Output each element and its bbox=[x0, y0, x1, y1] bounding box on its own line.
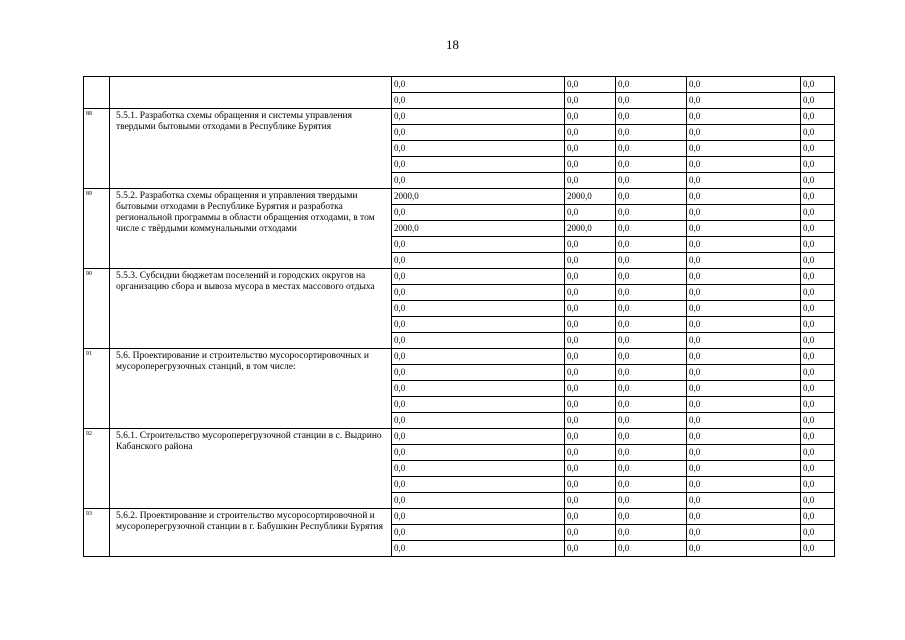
value-cell: 0,0 bbox=[687, 429, 801, 445]
value-cell: 0,0 bbox=[392, 253, 565, 269]
value-cell: 0,0 bbox=[616, 301, 687, 317]
value-cell: 0,0 bbox=[801, 269, 835, 285]
activity-description: 5.6.2. Проектирование и строительство мусоросортировочной и мусороперегрузочной станции в г. Бабушкин Республики Бурятия bbox=[110, 509, 392, 557]
value-cell: 0,0 bbox=[801, 349, 835, 365]
value-cell: 0,0 bbox=[616, 269, 687, 285]
value-cell: 0,0 bbox=[687, 93, 801, 109]
value-cell: 0,0 bbox=[801, 221, 835, 237]
value-cell: 0,0 bbox=[616, 125, 687, 141]
value-cell: 0,0 bbox=[565, 493, 616, 509]
value-cell: 0,0 bbox=[687, 205, 801, 221]
value-cell: 0,0 bbox=[392, 285, 565, 301]
value-cell: 0,0 bbox=[392, 461, 565, 477]
table-row bbox=[84, 269, 835, 285]
table-row bbox=[84, 509, 835, 525]
value-cell: 0,0 bbox=[565, 125, 616, 141]
value-cell: 0,0 bbox=[801, 445, 835, 461]
value-cell: 0,0 bbox=[801, 317, 835, 333]
value-cell: 0,0 bbox=[392, 317, 565, 333]
value-cell: 0,0 bbox=[392, 445, 565, 461]
value-cell: 0,0 bbox=[801, 301, 835, 317]
value-cell: 0,0 bbox=[801, 397, 835, 413]
value-cell: 0,0 bbox=[616, 77, 687, 93]
value-cell: 0,0 bbox=[801, 365, 835, 381]
value-cell: 0,0 bbox=[392, 157, 565, 173]
value-cell: 0,0 bbox=[565, 269, 616, 285]
value-cell: 0,0 bbox=[392, 125, 565, 141]
value-cell: 0,0 bbox=[565, 381, 616, 397]
value-cell: 0,0 bbox=[565, 253, 616, 269]
value-cell: 0,0 bbox=[687, 237, 801, 253]
value-cell: 0,0 bbox=[616, 189, 687, 205]
value-cell: 0,0 bbox=[801, 525, 835, 541]
value-cell: 0,0 bbox=[687, 317, 801, 333]
value-cell: 0,0 bbox=[687, 77, 801, 93]
value-cell: 0,0 bbox=[801, 333, 835, 349]
value-cell: 0,0 bbox=[687, 221, 801, 237]
value-cell: 0,0 bbox=[687, 253, 801, 269]
value-cell: 0,0 bbox=[565, 429, 616, 445]
row-number: 88 bbox=[84, 109, 110, 189]
value-cell: 0,0 bbox=[392, 541, 565, 557]
table-row bbox=[84, 77, 835, 93]
value-cell: 0,0 bbox=[616, 285, 687, 301]
value-cell: 0,0 bbox=[616, 141, 687, 157]
value-cell: 0,0 bbox=[565, 77, 616, 93]
activity-description: 5.5.3. Субсидии бюджетам поселений и городских округов на организацию сбора и вывоза мусора в местах массового отдыха bbox=[110, 269, 392, 349]
value-cell: 0,0 bbox=[392, 301, 565, 317]
value-cell: 0,0 bbox=[801, 429, 835, 445]
value-cell: 0,0 bbox=[565, 237, 616, 253]
value-cell: 0,0 bbox=[801, 477, 835, 493]
value-cell: 0,0 bbox=[687, 301, 801, 317]
value-cell: 2000,0 bbox=[392, 189, 565, 205]
activity-description: 5.5.1. Разработка схемы обращения и системы управления твердыми бытовыми отходами в Республике Бурятия bbox=[110, 109, 392, 189]
value-cell: 0,0 bbox=[687, 189, 801, 205]
value-cell: 0,0 bbox=[392, 525, 565, 541]
value-cell: 0,0 bbox=[565, 413, 616, 429]
value-cell: 0,0 bbox=[616, 525, 687, 541]
row-number bbox=[84, 77, 110, 109]
row-number: 93 bbox=[84, 509, 110, 557]
value-cell: 0,0 bbox=[392, 141, 565, 157]
value-cell: 0,0 bbox=[616, 509, 687, 525]
value-cell: 0,0 bbox=[801, 253, 835, 269]
value-cell: 0,0 bbox=[392, 205, 565, 221]
table-row bbox=[84, 189, 835, 205]
value-cell: 0,0 bbox=[565, 301, 616, 317]
value-cell: 0,0 bbox=[616, 157, 687, 173]
value-cell: 0,0 bbox=[687, 477, 801, 493]
value-cell: 0,0 bbox=[687, 461, 801, 477]
value-cell: 0,0 bbox=[616, 205, 687, 221]
value-cell: 0,0 bbox=[687, 333, 801, 349]
value-cell: 0,0 bbox=[392, 477, 565, 493]
value-cell: 0,0 bbox=[801, 189, 835, 205]
value-cell: 0,0 bbox=[616, 109, 687, 125]
value-cell: 0,0 bbox=[565, 317, 616, 333]
value-cell: 0,0 bbox=[687, 173, 801, 189]
value-cell: 0,0 bbox=[801, 93, 835, 109]
value-cell: 0,0 bbox=[565, 333, 616, 349]
value-cell: 0,0 bbox=[801, 125, 835, 141]
value-cell: 0,0 bbox=[801, 173, 835, 189]
value-cell: 0,0 bbox=[616, 445, 687, 461]
value-cell: 0,0 bbox=[687, 125, 801, 141]
value-cell: 0,0 bbox=[801, 109, 835, 125]
value-cell: 0,0 bbox=[565, 349, 616, 365]
value-cell: 0,0 bbox=[565, 109, 616, 125]
value-cell: 0,0 bbox=[392, 93, 565, 109]
value-cell: 0,0 bbox=[801, 509, 835, 525]
value-cell: 0,0 bbox=[565, 141, 616, 157]
value-cell: 0,0 bbox=[687, 285, 801, 301]
value-cell: 0,0 bbox=[392, 237, 565, 253]
value-cell: 0,0 bbox=[801, 141, 835, 157]
value-cell: 0,0 bbox=[565, 285, 616, 301]
value-cell: 0,0 bbox=[565, 157, 616, 173]
activity-description: 5.6.1. Строительство мусороперегрузочной станции в с. Выдрино Кабанского района bbox=[110, 429, 392, 509]
value-cell: 0,0 bbox=[687, 365, 801, 381]
value-cell: 0,0 bbox=[801, 205, 835, 221]
value-cell: 0,0 bbox=[392, 413, 565, 429]
value-cell: 0,0 bbox=[565, 541, 616, 557]
value-cell: 0,0 bbox=[616, 221, 687, 237]
table-row bbox=[84, 109, 835, 125]
table-row bbox=[84, 429, 835, 445]
value-cell: 0,0 bbox=[392, 429, 565, 445]
value-cell: 0,0 bbox=[616, 317, 687, 333]
value-cell: 0,0 bbox=[687, 493, 801, 509]
value-cell: 2000,0 bbox=[565, 221, 616, 237]
page-number: 18 bbox=[446, 37, 459, 52]
value-cell: 0,0 bbox=[801, 381, 835, 397]
value-cell: 0,0 bbox=[392, 109, 565, 125]
value-cell: 0,0 bbox=[616, 173, 687, 189]
value-cell: 0,0 bbox=[616, 397, 687, 413]
value-cell: 0,0 bbox=[616, 237, 687, 253]
value-cell: 0,0 bbox=[565, 477, 616, 493]
value-cell: 0,0 bbox=[616, 333, 687, 349]
value-cell: 0,0 bbox=[565, 525, 616, 541]
activity-description: 5.6. Проектирование и строительство мусоросортировочных и мусороперегрузочных станций, в том числе: bbox=[110, 349, 392, 429]
activity-description: 5.5.2. Разработка схемы обращения и управления твердыми бытовыми отходами в Республике Бурятия и разработка региональной программы в области обращения отходами, в том числе с твёрдыми коммунальными отходами bbox=[110, 189, 392, 269]
value-cell: 0,0 bbox=[687, 349, 801, 365]
row-number: 91 bbox=[84, 349, 110, 429]
value-cell: 0,0 bbox=[687, 525, 801, 541]
value-cell: 0,0 bbox=[687, 541, 801, 557]
value-cell: 0,0 bbox=[392, 509, 565, 525]
value-cell: 0,0 bbox=[392, 173, 565, 189]
activity-description bbox=[110, 77, 392, 109]
budget-table bbox=[83, 76, 835, 557]
value-cell: 0,0 bbox=[801, 157, 835, 173]
value-cell: 0,0 bbox=[616, 381, 687, 397]
value-cell: 0,0 bbox=[392, 493, 565, 509]
value-cell: 0,0 bbox=[616, 493, 687, 509]
row-number: 92 bbox=[84, 429, 110, 509]
value-cell: 0,0 bbox=[801, 541, 835, 557]
value-cell: 0,0 bbox=[687, 397, 801, 413]
value-cell: 0,0 bbox=[616, 461, 687, 477]
value-cell: 0,0 bbox=[392, 381, 565, 397]
value-cell: 2000,0 bbox=[565, 189, 616, 205]
value-cell: 0,0 bbox=[616, 365, 687, 381]
value-cell: 0,0 bbox=[565, 509, 616, 525]
table-row bbox=[84, 349, 835, 365]
value-cell: 0,0 bbox=[616, 541, 687, 557]
value-cell: 0,0 bbox=[687, 141, 801, 157]
value-cell: 0,0 bbox=[392, 397, 565, 413]
value-cell: 0,0 bbox=[565, 397, 616, 413]
value-cell: 0,0 bbox=[392, 349, 565, 365]
value-cell: 0,0 bbox=[392, 365, 565, 381]
value-cell: 0,0 bbox=[687, 445, 801, 461]
value-cell: 0,0 bbox=[565, 205, 616, 221]
value-cell: 0,0 bbox=[687, 109, 801, 125]
value-cell: 0,0 bbox=[801, 237, 835, 253]
value-cell: 0,0 bbox=[616, 253, 687, 269]
value-cell: 0,0 bbox=[565, 93, 616, 109]
value-cell: 0,0 bbox=[565, 173, 616, 189]
value-cell: 0,0 bbox=[616, 93, 687, 109]
value-cell: 0,0 bbox=[616, 477, 687, 493]
value-cell: 2000,0 bbox=[392, 221, 565, 237]
value-cell: 0,0 bbox=[392, 77, 565, 93]
value-cell: 0,0 bbox=[801, 285, 835, 301]
value-cell: 0,0 bbox=[616, 413, 687, 429]
value-cell: 0,0 bbox=[565, 445, 616, 461]
value-cell: 0,0 bbox=[687, 413, 801, 429]
value-cell: 0,0 bbox=[616, 429, 687, 445]
value-cell: 0,0 bbox=[565, 461, 616, 477]
value-cell: 0,0 bbox=[801, 77, 835, 93]
value-cell: 0,0 bbox=[687, 381, 801, 397]
row-number: 90 bbox=[84, 269, 110, 349]
value-cell: 0,0 bbox=[687, 509, 801, 525]
value-cell: 0,0 bbox=[801, 413, 835, 429]
row-number: 89 bbox=[84, 189, 110, 269]
value-cell: 0,0 bbox=[616, 349, 687, 365]
value-cell: 0,0 bbox=[687, 157, 801, 173]
value-cell: 0,0 bbox=[801, 493, 835, 509]
value-cell: 0,0 bbox=[392, 333, 565, 349]
value-cell: 0,0 bbox=[392, 269, 565, 285]
value-cell: 0,0 bbox=[801, 461, 835, 477]
value-cell: 0,0 bbox=[565, 365, 616, 381]
value-cell: 0,0 bbox=[687, 269, 801, 285]
